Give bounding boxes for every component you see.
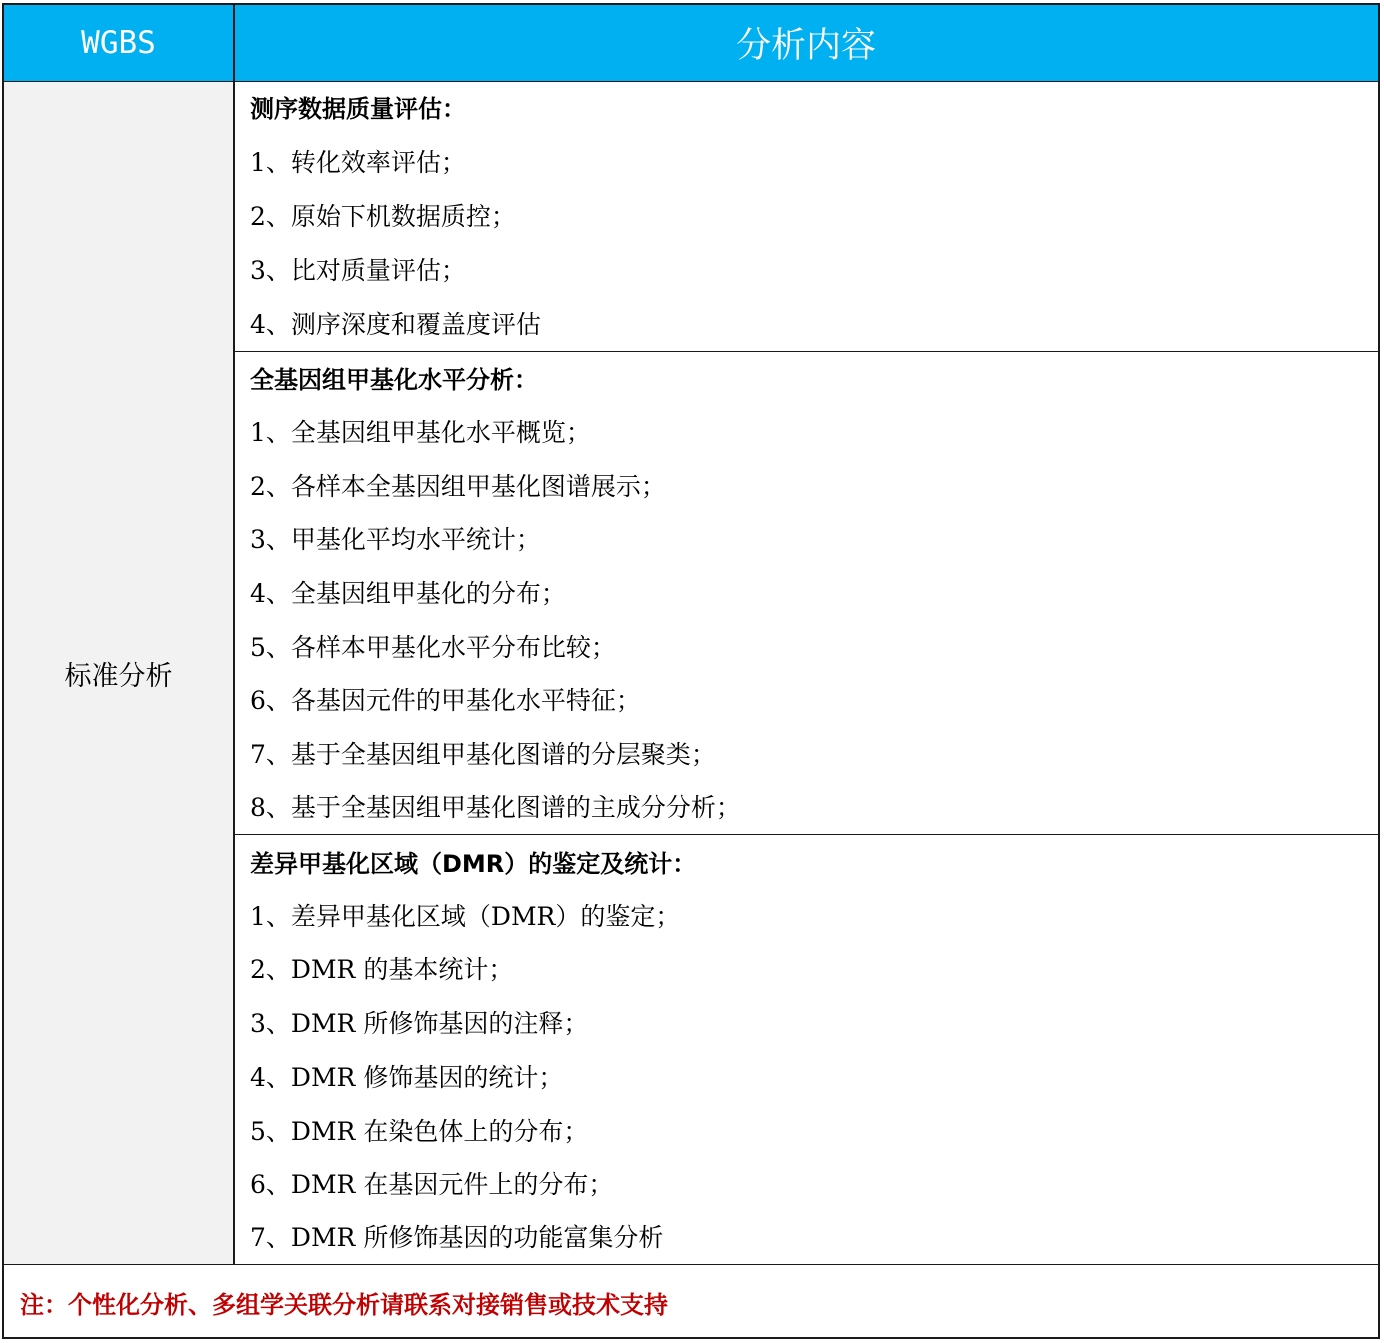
list-item: 4、全基因组甲基化的分布； [250, 579, 566, 608]
table-header [4, 5, 1378, 82]
section-title: 差异甲基化区域（DMR）的鉴定及统计： [250, 850, 697, 878]
list-item: 8、基于全基因组甲基化图谱的主成分分析； [250, 793, 741, 822]
column-divider [233, 5, 235, 1264]
section-title: 全基因组甲基化水平分析： [250, 366, 538, 394]
category-label: 标准分析 [64, 660, 173, 692]
footer-row [4, 1264, 1378, 1337]
list-item: 3、甲基化平均水平统计； [250, 525, 541, 554]
header-analysis-content: 分析内容 [735, 25, 876, 66]
section-dmr [235, 835, 1378, 1264]
analysis-table [2, 3, 1380, 1339]
section-title: 测序数据质量评估： [250, 95, 466, 123]
list-item: 2、原始下机数据质控； [250, 202, 516, 231]
list-item: 1、差异甲基化区域（DMR）的鉴定； [250, 902, 681, 931]
section-qc [235, 82, 1378, 352]
list-item: 6、各基因元件的甲基化水平特征； [250, 686, 641, 715]
list-item: 1、转化效率评估； [250, 148, 466, 177]
list-item: 3、DMR 所修饰基因的注释； [250, 1009, 589, 1038]
section-methylation-level [235, 352, 1378, 835]
list-item: 1、全基因组甲基化水平概览； [250, 418, 591, 447]
list-item: 4、测序深度和覆盖度评估 [250, 310, 541, 339]
header-wgbs: WGBS [81, 24, 156, 61]
footer-note: 注：个性化分析、多组学关联分析请联系对接销售或技术支持 [20, 1291, 668, 1319]
list-item: 3、比对质量评估； [250, 256, 466, 285]
list-item: 7、基于全基因组甲基化图谱的分层聚类； [250, 740, 716, 769]
list-item: 4、DMR 修饰基因的统计； [250, 1063, 564, 1092]
list-item: 5、DMR 在染色体上的分布； [250, 1117, 589, 1146]
list-item: 2、各样本全基因组甲基化图谱展示； [250, 472, 666, 501]
list-item: 6、DMR 在基因元件上的分布； [250, 1170, 614, 1199]
list-item: 2、DMR 的基本统计； [250, 955, 514, 984]
list-item: 5、各样本甲基化水平分布比较； [250, 633, 616, 662]
list-item: 7、DMR 所修饰基因的功能富集分析 [250, 1223, 664, 1252]
category-cell [4, 82, 233, 1264]
